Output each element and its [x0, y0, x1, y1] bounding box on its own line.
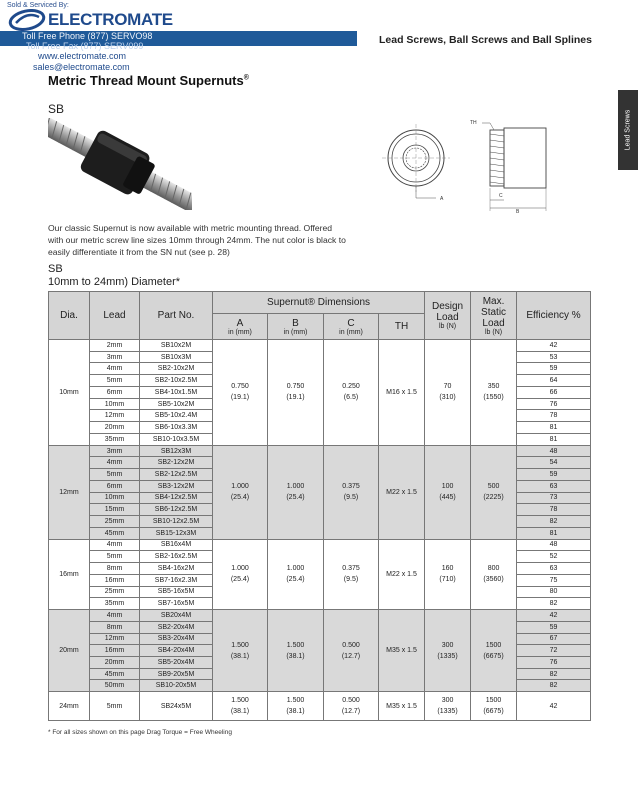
table-group-16mm — [49, 539, 591, 609]
cell-c-secondary: (12.7) — [341, 652, 361, 660]
cell-a-secondary: (38.1) — [230, 708, 250, 716]
cell-lead: 20mm — [90, 422, 140, 434]
header-b-unit: in (mm) — [283, 328, 308, 336]
cell-efficiency: 72 — [517, 645, 591, 657]
cell-efficiency: 48 — [517, 539, 591, 551]
cell-lead: 25mm — [90, 516, 140, 528]
cell-part-no: SB10-20x5M — [140, 680, 213, 692]
cell-part-no: SB20x4M — [140, 610, 213, 622]
electromate-logo[interactable] — [8, 9, 173, 31]
cell-lead: 8mm — [90, 621, 140, 633]
cell-max-static-primary: 1500 — [485, 697, 502, 705]
cell-lead: 5mm — [90, 551, 140, 563]
page-title-text: Metric Thread Mount Supernuts — [48, 73, 244, 88]
cell-a-primary: 1.500 — [231, 641, 249, 649]
cell-lead: 35mm — [90, 598, 140, 610]
cell-a — [213, 692, 268, 721]
table-group-12mm — [49, 445, 591, 539]
product-description: Our classic Supernut is now available with metric mounting thread. Offered with our metric screw line sizes 10mm through 24mm. The nut color is black to easily differentiate it from the SN nut (see p. 28) — [48, 223, 346, 257]
cell-part-no: SB4-20x4M — [140, 645, 213, 657]
cell-design-load-secondary: (445) — [439, 494, 456, 502]
cell-c-primary: 0.250 — [342, 383, 360, 391]
cell-part-no: SB2-10x2M — [140, 363, 213, 375]
cell-max-static-secondary: (3560) — [483, 576, 504, 584]
registered-mark: ® — [243, 74, 249, 82]
header-design-load — [425, 292, 471, 340]
cell-c — [324, 692, 379, 721]
email-link[interactable]: sales@electromate.com — [33, 62, 130, 72]
cell-efficiency: 52 — [517, 551, 591, 563]
cell-a-primary: 1.500 — [231, 697, 249, 705]
cell-lead: 15mm — [90, 504, 140, 516]
cell-part-no: SB4-10x1.5M — [140, 386, 213, 398]
website-link[interactable]: www.electromate.com — [38, 51, 127, 61]
cell-dia: 16mm — [49, 539, 90, 609]
cell-max-static-primary: 350 — [487, 383, 500, 391]
cell-design-load — [425, 539, 471, 609]
cell-lead: 12mm — [90, 410, 140, 422]
cell-th: M35 x 1.5 — [379, 610, 425, 692]
cell-c-primary: 0.375 — [342, 483, 360, 491]
cell-max-static — [471, 445, 517, 539]
cell-max-static-secondary: (1550) — [483, 394, 504, 402]
cell-th: M22 x 1.5 — [379, 445, 425, 539]
cell-efficiency: 54 — [517, 457, 591, 469]
cell-b-primary: 0.750 — [286, 383, 305, 391]
table-row — [49, 340, 591, 352]
cell-c-secondary: (12.7) — [341, 708, 361, 716]
header-c — [324, 314, 379, 340]
cell-part-no: SB2-12x2M — [140, 457, 213, 469]
cell-efficiency: 82 — [517, 516, 591, 528]
cell-max-static-secondary: (2225) — [483, 494, 504, 502]
cell-part-no: SB12x3M — [140, 445, 213, 457]
cell-part-no: SB3-12x2M — [140, 480, 213, 492]
cell-a-secondary: (19.1) — [230, 394, 250, 402]
header-c-label: C — [347, 317, 355, 329]
sold-by-label: Sold & Serviced By: — [7, 2, 69, 9]
cell-part-no: SB2-10x2.5M — [140, 375, 213, 387]
cell-part-no: SB2-12x2.5M — [140, 469, 213, 481]
cell-c-secondary: (9.5) — [343, 576, 359, 584]
cell-efficiency: 82 — [517, 598, 591, 610]
cell-part-no: SB5-10x2M — [140, 398, 213, 410]
cell-part-no: SB16x4M — [140, 539, 213, 551]
cell-design-load-secondary: (310) — [439, 394, 456, 402]
supernut-product-photo — [48, 118, 192, 210]
cell-design-load — [425, 340, 471, 446]
cell-dia: 10mm — [49, 340, 90, 446]
cell-max-static-primary: 500 — [487, 483, 500, 491]
cell-lead: 8mm — [90, 563, 140, 575]
cell-efficiency: 59 — [517, 621, 591, 633]
cell-part-no: SB4-16x2M — [140, 563, 213, 575]
cell-efficiency: 82 — [517, 680, 591, 692]
cell-a-primary: 1.000 — [231, 483, 249, 491]
supernut-spec-table — [48, 291, 591, 721]
cell-design-load-primary: 70 — [443, 383, 452, 391]
cell-efficiency: 81 — [517, 422, 591, 434]
cell-b — [268, 445, 324, 539]
cell-lead: 4mm — [90, 457, 140, 469]
section-header-title: Lead Screws, Ball Screws and Ball Splines — [378, 34, 592, 46]
cell-a-primary: 1.000 — [231, 565, 249, 573]
cell-a — [213, 539, 268, 609]
table-group-20mm — [49, 610, 591, 692]
cell-lead: 4mm — [90, 610, 140, 622]
cell-a-secondary: (25.4) — [230, 576, 250, 584]
cell-part-no: SB15-12x3M — [140, 527, 213, 539]
cell-a — [213, 610, 268, 692]
cell-design-load — [425, 692, 471, 721]
cell-part-no: SB2-20x4M — [140, 621, 213, 633]
cell-efficiency: 76 — [517, 656, 591, 668]
header-th: TH — [379, 314, 425, 340]
cell-lead: 3mm — [90, 351, 140, 363]
cell-part-no: SB6-10x3.3M — [140, 422, 213, 434]
electromate-swoosh-icon — [8, 9, 46, 31]
cell-c — [324, 445, 379, 539]
cell-lead: 10mm — [90, 398, 140, 410]
cell-design-load-secondary: (1335) — [437, 652, 458, 660]
fax-link[interactable]: Toll Free Fax (877) SERV099 — [26, 41, 144, 51]
table-group-10mm — [49, 340, 591, 446]
cell-lead: 4mm — [90, 539, 140, 551]
side-tab — [618, 90, 638, 170]
table-footnote: * For all sizes shown on this page Drag Torque = Free Wheeling — [48, 729, 232, 736]
cell-efficiency: 66 — [517, 386, 591, 398]
table-group-24mm — [49, 692, 591, 721]
cell-part-no: SB10x2M — [140, 340, 213, 352]
cell-b — [268, 539, 324, 609]
cell-part-no: SB10x3M — [140, 351, 213, 363]
cell-a — [213, 340, 268, 446]
cell-lead: 5mm — [90, 375, 140, 387]
header-max-unit: lb (N) — [484, 328, 503, 336]
cell-dia: 12mm — [49, 445, 90, 539]
cell-lead: 35mm — [90, 433, 140, 445]
header-design-unit: lb (N) — [438, 323, 457, 330]
cell-b-secondary: (19.1) — [286, 394, 305, 402]
header-part: Part No. — [140, 292, 213, 340]
cell-part-no: SB24x5M — [140, 692, 213, 721]
supernut-dimension-drawing — [378, 114, 568, 216]
table-row — [49, 445, 591, 457]
cell-max-static — [471, 340, 517, 446]
cell-efficiency: 59 — [517, 469, 591, 481]
header-design-load-label: Design Load — [431, 301, 464, 323]
cell-efficiency: 63 — [517, 563, 591, 575]
header-b-label: B — [292, 317, 299, 329]
table-row — [49, 692, 591, 721]
cell-c-primary: 0.500 — [342, 641, 360, 649]
cell-efficiency: 67 — [517, 633, 591, 645]
cell-efficiency: 81 — [517, 527, 591, 539]
cell-lead: 6mm — [90, 480, 140, 492]
cell-efficiency: 53 — [517, 351, 591, 363]
header-dia: Dia. — [49, 292, 90, 340]
cell-dia: 24mm — [49, 692, 90, 721]
cell-lead: 10mm — [90, 492, 140, 504]
cell-b-primary: 1.000 — [286, 483, 305, 491]
cell-lead: 16mm — [90, 645, 140, 657]
cell-efficiency: 78 — [517, 504, 591, 516]
header-a-label: A — [236, 317, 244, 329]
brand-name: ELECTROMATE — [48, 10, 173, 29]
cell-b — [268, 692, 324, 721]
cell-c — [324, 539, 379, 609]
header-b — [268, 314, 324, 340]
cell-efficiency: 73 — [517, 492, 591, 504]
header-max-static-label: Max. Static Load — [481, 295, 507, 329]
drawing-label-b: B — [516, 209, 520, 215]
cell-part-no: SB5-16x5M — [140, 586, 213, 598]
section-label: SB — [48, 102, 65, 116]
cell-lead: 12mm — [90, 633, 140, 645]
cell-a-primary: 0.750 — [231, 383, 249, 391]
cell-part-no: SB6-12x2.5M — [140, 504, 213, 516]
drawing-label-a: A — [440, 196, 444, 202]
cell-efficiency: 63 — [517, 480, 591, 492]
header-max-static — [471, 292, 517, 340]
cell-part-no: SB2-16x2.5M — [140, 551, 213, 563]
drawing-label-c: C — [499, 193, 503, 199]
cell-c — [324, 610, 379, 692]
cell-design-load-secondary: (1335) — [437, 708, 458, 716]
cell-lead: 5mm — [90, 469, 140, 481]
cell-max-static — [471, 610, 517, 692]
cell-efficiency: 59 — [517, 363, 591, 375]
cell-part-no: SB3-20x4M — [140, 633, 213, 645]
cell-efficiency: 42 — [517, 340, 591, 352]
table-row — [49, 610, 591, 622]
cell-lead: 45mm — [90, 527, 140, 539]
cell-part-no: SB9-20x5M — [140, 668, 213, 680]
cell-a — [213, 445, 268, 539]
header-efficiency: Efficiency % — [517, 292, 591, 340]
cell-lead: 3mm — [90, 445, 140, 457]
header-c-unit: in (mm) — [339, 328, 363, 336]
cell-efficiency: 76 — [517, 398, 591, 410]
cell-efficiency: 42 — [517, 692, 591, 721]
cell-dia: 20mm — [49, 610, 90, 692]
cell-design-load — [425, 445, 471, 539]
cell-b-primary: 1.000 — [286, 565, 305, 573]
cell-b-secondary: (25.4) — [286, 494, 305, 502]
cell-part-no: SB4-12x2.5M — [140, 492, 213, 504]
cell-efficiency: 42 — [517, 610, 591, 622]
cell-part-no: SB5-10x2.4M — [140, 410, 213, 422]
cell-design-load-primary: 160 — [441, 565, 454, 573]
cell-lead: 25mm — [90, 586, 140, 598]
cell-max-static-primary: 1500 — [485, 641, 502, 649]
cell-part-no: SB5-20x4M — [140, 656, 213, 668]
cell-th: M22 x 1.5 — [379, 539, 425, 609]
table-row — [49, 539, 591, 551]
cell-c-primary: 0.500 — [342, 697, 360, 705]
cell-max-static-secondary: (6675) — [483, 708, 504, 716]
cell-lead: 45mm — [90, 668, 140, 680]
cell-efficiency: 78 — [517, 410, 591, 422]
phone-link[interactable]: Toll Free Phone (877) SERVO98 — [22, 31, 153, 41]
cell-max-static-secondary: (6675) — [483, 652, 504, 660]
cell-th: M35 x 1.5 — [379, 692, 425, 721]
cell-design-load-primary: 300 — [441, 697, 454, 705]
cell-c — [324, 340, 379, 446]
cell-part-no: SB7-16x5M — [140, 598, 213, 610]
cell-lead: 2mm — [90, 340, 140, 352]
cell-a-secondary: (38.1) — [230, 652, 250, 660]
cell-max-static — [471, 692, 517, 721]
cell-part-no: SB10-12x2.5M — [140, 516, 213, 528]
cell-max-static — [471, 539, 517, 609]
cell-part-no: SB7-16x2.3M — [140, 574, 213, 586]
cell-design-load-primary: 100 — [441, 483, 454, 491]
cell-a-secondary: (25.4) — [230, 494, 250, 502]
header-dimensions: Supernut® Dimensions — [213, 292, 425, 314]
cell-max-static-primary: 800 — [487, 565, 500, 573]
cell-lead: 16mm — [90, 574, 140, 586]
cell-lead: 50mm — [90, 680, 140, 692]
cell-lead: 20mm — [90, 656, 140, 668]
cell-efficiency: 81 — [517, 433, 591, 445]
header-a — [213, 314, 268, 340]
cell-b-primary: 1.500 — [286, 697, 305, 705]
cell-efficiency: 48 — [517, 445, 591, 457]
page-title — [48, 73, 249, 88]
cell-b — [268, 610, 324, 692]
drawing-label-th: TH — [470, 120, 477, 126]
header-lead: Lead — [90, 292, 140, 340]
cell-efficiency: 80 — [517, 586, 591, 598]
cell-lead: 6mm — [90, 386, 140, 398]
cell-b — [268, 340, 324, 446]
cell-c-primary: 0.375 — [342, 565, 360, 573]
cell-efficiency: 75 — [517, 574, 591, 586]
cell-design-load-primary: 300 — [441, 641, 454, 649]
cell-design-load-secondary: (710) — [439, 576, 456, 584]
cell-part-no: SB10-10x3.5M — [140, 433, 213, 445]
cell-b-secondary: (25.4) — [286, 576, 305, 584]
cell-th: M16 x 1.5 — [379, 340, 425, 446]
table-section-label: SB — [48, 263, 63, 275]
cell-b-primary: 1.500 — [286, 641, 305, 649]
cell-design-load — [425, 610, 471, 692]
cell-b-secondary: (38.1) — [286, 652, 305, 660]
side-tab-label: Lead Screws — [624, 109, 632, 151]
cell-lead: 5mm — [90, 692, 140, 721]
cell-b-secondary: (38.1) — [286, 708, 305, 716]
cell-c-secondary: (6.5) — [343, 394, 359, 402]
cell-lead: 4mm — [90, 363, 140, 375]
cell-efficiency: 64 — [517, 375, 591, 387]
cell-efficiency: 82 — [517, 668, 591, 680]
header-a-unit: in (mm) — [228, 328, 252, 336]
table-subtitle: 10mm to 24mm) Diameter* — [48, 276, 181, 288]
cell-c-secondary: (9.5) — [343, 494, 359, 502]
